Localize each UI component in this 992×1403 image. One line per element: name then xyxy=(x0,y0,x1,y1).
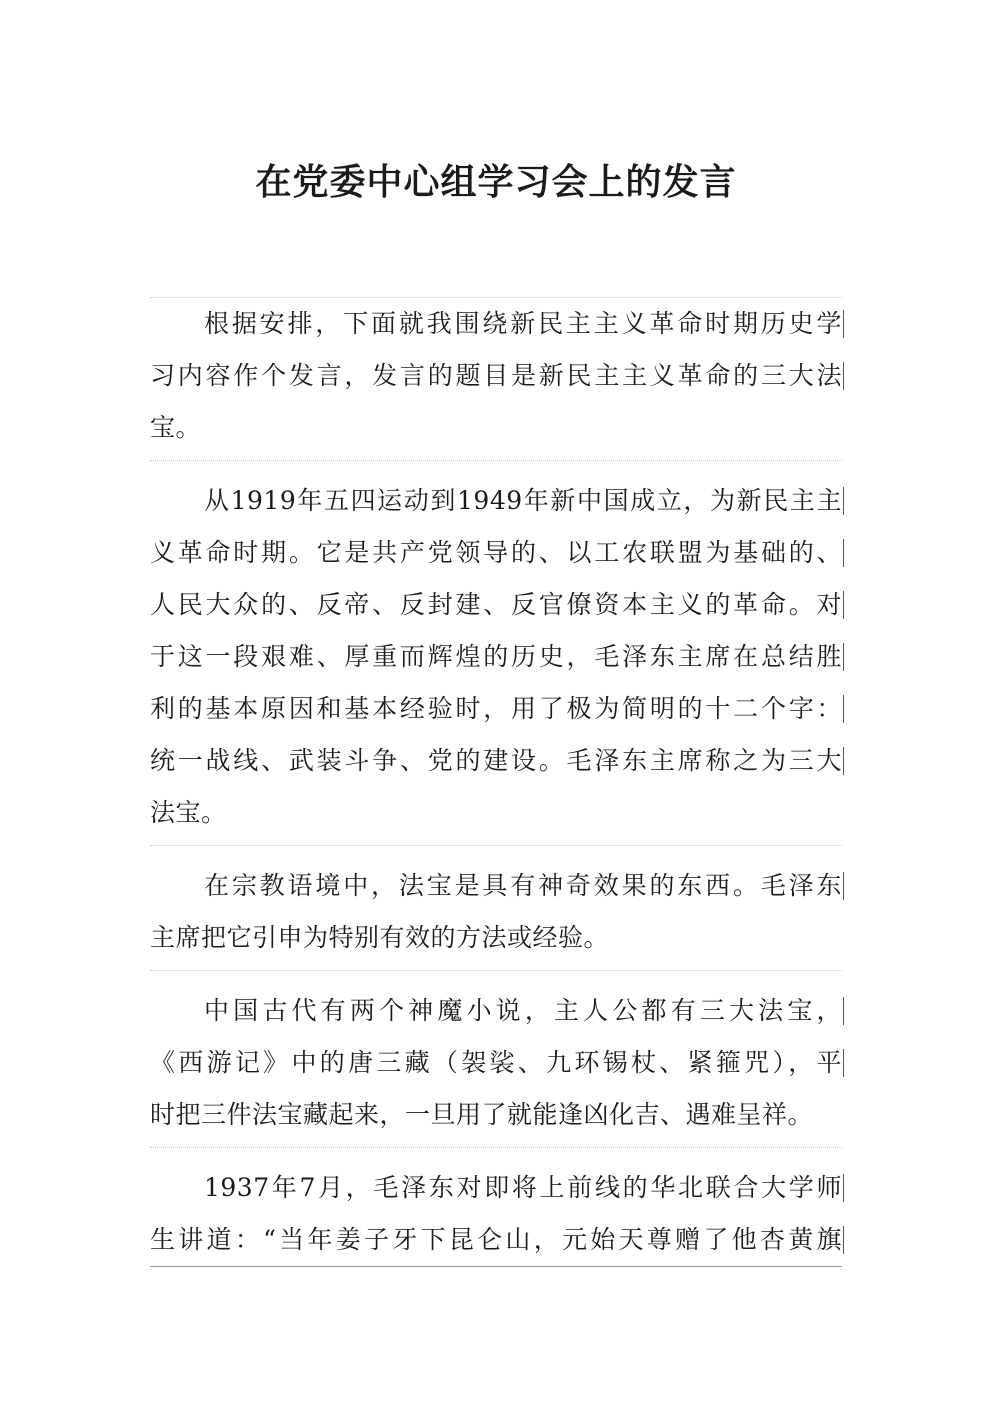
text-line: 利的基本原因和基本经验时，用了极为简明的十二个字： xyxy=(150,683,842,735)
text-line: 统一战线、武装斗争、党的建设。毛泽东主席称之为三大 xyxy=(150,735,842,787)
text-line: 在宗教语境中，法宝是具有神奇效果的东西。毛泽东 xyxy=(150,860,842,912)
text-line: 宝。 xyxy=(150,413,202,442)
paragraph-2 xyxy=(150,460,842,839)
text-line: 中国古代有两个神魔小说，主人公都有三大法宝， xyxy=(150,985,842,1037)
document-title: 在党委中心组学习会上的发言 xyxy=(255,161,737,203)
text-line: 人民大众的、反帝、反封建、反官僚资本主义的革命。对 xyxy=(150,579,842,631)
document-body xyxy=(150,297,842,1267)
text-line: 生讲道：“当年姜子牙下昆仑山，元始天尊赠了他杏黄旗 xyxy=(150,1214,842,1266)
text-line: 义革命时期。它是共产党领导的、以工农联盟为基础的、 xyxy=(150,527,842,579)
text-line: 1937年7月，毛泽东对即将上前线的华北联合大学师 xyxy=(150,1162,842,1214)
text-line: 从1919年五四运动到1949年新中国成立，为新民主主 xyxy=(150,475,842,527)
text-line: 于这一段艰难、厚重而辉煌的历史，毛泽东主席在总结胜 xyxy=(150,631,842,683)
text-line: 主席把它引申为特别有效的方法或经验。 xyxy=(150,923,610,952)
text-line: 时把三件法宝藏起来，一旦用了就能逢凶化吉、遇难呈祥。 xyxy=(150,1100,814,1129)
paragraph-1 xyxy=(150,297,842,454)
text-line: 根据安排，下面就我围绕新民主主义革命时期历史学 xyxy=(150,298,842,350)
paragraph-5 xyxy=(150,1147,842,1267)
paragraph-4 xyxy=(150,970,842,1141)
text-line: 《西游记》中的唐三藏（袈裟、九环锡杖、紧箍咒），平 xyxy=(150,1037,842,1089)
text-line: 习内容作个发言，发言的题目是新民主主义革命的三大法 xyxy=(150,350,842,402)
text-line: 法宝。 xyxy=(150,798,227,827)
paragraph-3 xyxy=(150,845,842,964)
